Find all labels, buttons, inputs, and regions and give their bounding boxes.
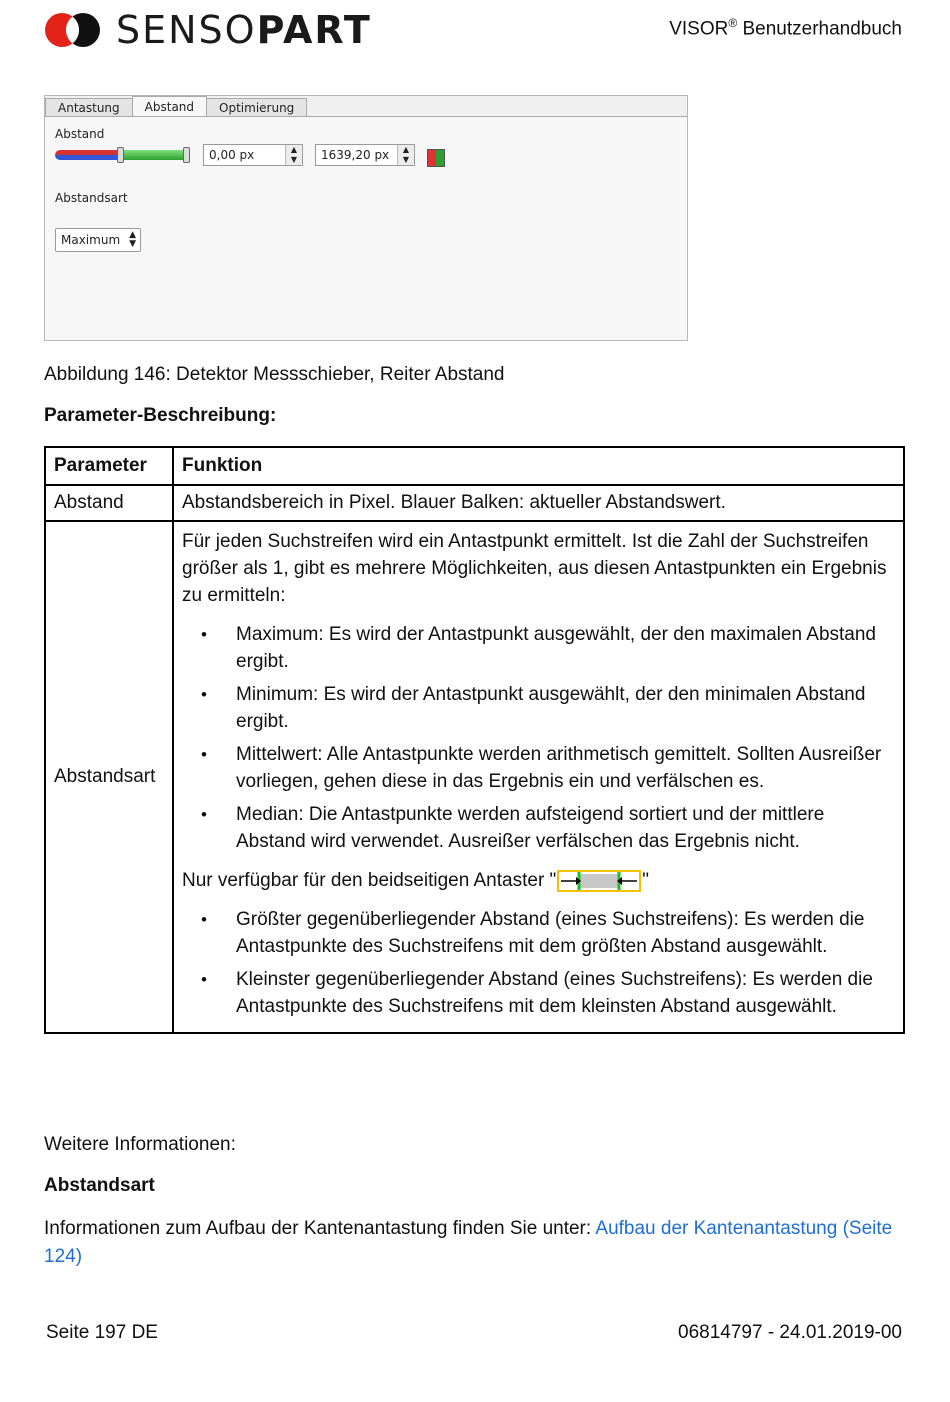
double-sided-probe-icon xyxy=(557,870,641,892)
parameter-heading: Parameter-Beschreibung: xyxy=(44,405,277,426)
brand-logo xyxy=(44,8,372,52)
param-description xyxy=(173,521,904,1033)
distance-label: Abstand xyxy=(55,127,105,141)
tab-optimierung[interactable]: Optimierung xyxy=(206,98,307,116)
max-distance-spinbox[interactable] xyxy=(315,144,415,166)
updown-caret-icon: ▲ ▼ xyxy=(129,230,136,249)
param-description: Abstandsbereich in Pixel. Blauer Balken: aktueller Abstandswert. xyxy=(173,485,904,521)
tab-bar xyxy=(45,96,306,116)
status-color-icon xyxy=(427,149,445,167)
slider-max-handle[interactable] xyxy=(183,147,190,163)
further-info-label: Weitere Informationen: xyxy=(44,1134,236,1155)
distance-range-slider[interactable] xyxy=(55,147,191,163)
header-parameter: Parameter xyxy=(45,447,173,485)
abstand-panel xyxy=(45,116,687,340)
document-id: 06814797 - 24.01.2019-00 xyxy=(678,1322,902,1343)
figure-caption: Abbildung 146: Detektor Messschieber, Reiter Abstand xyxy=(44,364,505,385)
tab-abstand[interactable]: Abstand xyxy=(132,96,207,117)
spin-arrows-icon[interactable]: ▲ ▼ xyxy=(397,145,414,165)
table-header-row xyxy=(45,447,904,485)
table-row xyxy=(45,485,904,521)
sensopart-logo-icon xyxy=(44,11,102,49)
slider-range-bar xyxy=(123,150,185,160)
list-item: • Größter gegenüberliegender Abstand (eines Suchstreifens): Es werden die Antastpunkte des Suchstreifens mit dem größten Abstand ausgewählt. xyxy=(236,906,895,960)
slider-current-bar xyxy=(55,150,123,160)
manual-title: VISOR® Benutzerhandbuch xyxy=(669,16,902,40)
min-distance-value: 0,00 px xyxy=(209,148,255,162)
table-row xyxy=(45,521,904,1033)
subheading-abstandsart: Abstandsart xyxy=(44,1175,155,1196)
max-distance-value: 1639,20 px xyxy=(321,148,390,162)
info-paragraph: Informationen zum Aufbau der Kantenantastung finden Sie unter: Aufbau der Kantenantastung (Seite 124) xyxy=(44,1218,893,1267)
list-item: • Kleinster gegenüberliegender Abstand (eines Suchstreifens): Es werden die Antastpunkte des Suchstreifens mit dem kleinsten Abstand ausgewählt. xyxy=(236,966,895,1020)
detector-settings-screenshot xyxy=(44,95,688,341)
distance-type-select[interactable] xyxy=(55,228,141,252)
tab-antastung[interactable]: Antastung xyxy=(45,98,133,116)
list-item: • Maximum: Es wird der Antastpunkt ausgewählt, der den maximalen Abstand ergibt. xyxy=(236,621,895,675)
param-name: Abstand xyxy=(45,485,173,521)
header-funktion: Funktion xyxy=(173,447,904,485)
intro-text: Für jeden Suchstreifen wird ein Antastpunkt ermittelt. Ist die Zahl der Suchstreifen größer als 1, gibt es mehrere Möglichkeiten, aus diesen Antastpunkten ein Ergebnis zu ermitteln: xyxy=(182,531,887,606)
page-number: Seite 197 DE xyxy=(46,1322,158,1343)
brand-name: SENSOPART xyxy=(116,8,372,52)
spin-arrows-icon[interactable]: ▲ ▼ xyxy=(285,145,302,165)
kantenantastung-link[interactable]: Aufbau der Kantenantastung (Seite 124) xyxy=(44,1218,893,1267)
distance-type-value: Maximum xyxy=(61,233,121,247)
distance-type-label: Abstandsart xyxy=(55,191,128,205)
param-name: Abstandsart xyxy=(45,521,173,1033)
list-item: • Median: Die Antastpunkte werden aufsteigend sortiert und der mittlere Abstand wird verwendet. Ausreißer verfälschen das Ergebnis nicht. xyxy=(236,801,895,855)
availability-note: Nur verfügbar für den beidseitigen Antaster " " xyxy=(182,870,650,891)
min-distance-spinbox[interactable] xyxy=(203,144,303,166)
list-item: • Minimum: Es wird der Antastpunkt ausgewählt, der den minimalen Abstand ergibt. xyxy=(236,681,895,735)
list-item: • Mittelwert: Alle Antastpunkte werden arithmetisch gemittelt. Sollten Ausreißer vorliegen, gehen diese in das Ergebnis ein und verfälschen es. xyxy=(236,741,895,795)
slider-min-handle[interactable] xyxy=(117,147,124,163)
parameter-table xyxy=(44,446,905,1034)
option-list xyxy=(182,906,895,1020)
option-list xyxy=(182,621,895,855)
